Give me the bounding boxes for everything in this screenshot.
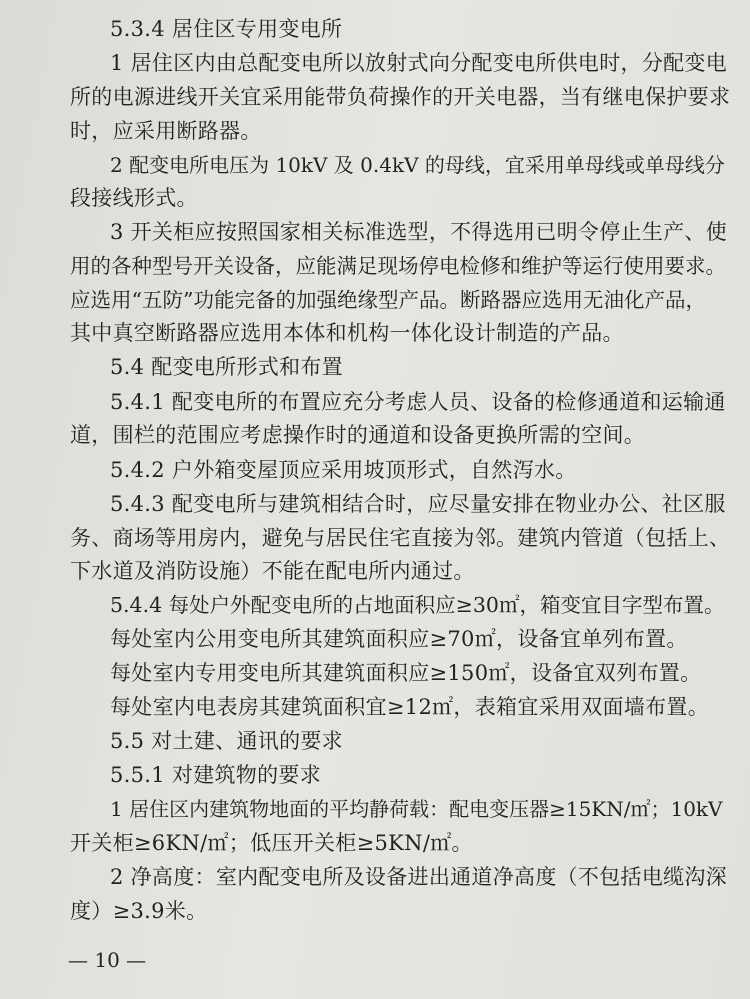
paragraph-line: 5.4.4 每处户外配变电所的占地面积应≥30㎡，箱变宜目字型布置。: [110, 593, 725, 617]
paragraph-line: 每处室内专用变电所其建筑面积应≥150㎡，设备宜双列布置。: [110, 661, 702, 685]
paragraph-line: 1 居住区内由总配变电所以放射式向分配变电所供电时，分配变电: [110, 51, 728, 75]
page-number: — 10 —: [68, 948, 147, 972]
paragraph-line: 每处室内电表房其建筑面积宜≥12㎡，表箱宜采用双面墙布置。: [110, 695, 710, 719]
paragraph-line: 时，应采用断路器。: [70, 119, 262, 143]
paragraph-line: 5.4.2 户外箱变屋顶应采用坡顶形式，自然泻水。: [110, 458, 577, 482]
heading-5-5-1: 5.5.1 对建筑物的要求: [110, 763, 322, 787]
paragraph-line: 下水道及消防设施）不能在配电所内通过。: [70, 559, 475, 583]
paragraph-line: 每处室内公用变电所其建筑面积应≥70㎡，设备宜单列布置。: [110, 627, 688, 651]
paragraph-line: 开关柜≥6KN/㎡；低压开关柜≥5KN/㎡。: [70, 831, 473, 855]
paragraph-line: 应选用“五防”功能完备的加强绝缘型产品。断路器应选用无油化产品，: [70, 288, 706, 312]
paragraph-line: 5.4.3 配变电所与建筑相结合时，应尽量安排在物业办公、社区服: [110, 492, 726, 516]
paragraph-line: 2 配变电所电压为 10kV 及 0.4kV 的母线，宜采用单母线或单母线分: [110, 153, 725, 177]
paragraph-line: 段接线形式。: [70, 186, 198, 210]
paragraph-line: 用的各种型号开关设备，应能满足现场停电检修和维护等运行使用要求。: [70, 254, 726, 278]
paragraph-line: 所的电源进线开关宜采用能带负荷操作的开关电器，当有继电保护要求: [70, 85, 731, 109]
heading-5-4: 5.4 配变电所形式和布置: [110, 355, 343, 379]
paragraph-line: 5.4.1 配变电所的布置应充分考虑人员、设备的检修通道和运输通: [110, 390, 726, 414]
heading-5-5: 5.5 对土建、通讯的要求: [110, 729, 343, 753]
heading-5-3-4: 5.3.4 居住区专用变电所: [110, 17, 343, 41]
paragraph-line: 道，围栏的范围应考虑操作时的通道和设备更换所需的空间。: [70, 423, 646, 447]
paragraph-line: 2 净高度：室内配变电所及设备进出通道净高度（不包括电缆沟深: [110, 865, 728, 889]
paragraph-line: 3 开关柜应按照国家相关标准选型，不得选用已明令停止生产、使: [110, 220, 728, 244]
paragraph-line: 度）≥3.9米。: [70, 899, 208, 923]
paragraph-line: 其中真空断路器应选用本体和机构一体化设计制造的产品。: [70, 321, 624, 345]
paragraph-line: 务、商场等用房内，避免与居民住宅直接为邻。建筑内管道（包括上、: [70, 526, 731, 550]
paragraph-line: 1 居住区内建筑物地面的平均静荷载：配电变压器≥15KN/㎡；10kV: [110, 797, 723, 821]
